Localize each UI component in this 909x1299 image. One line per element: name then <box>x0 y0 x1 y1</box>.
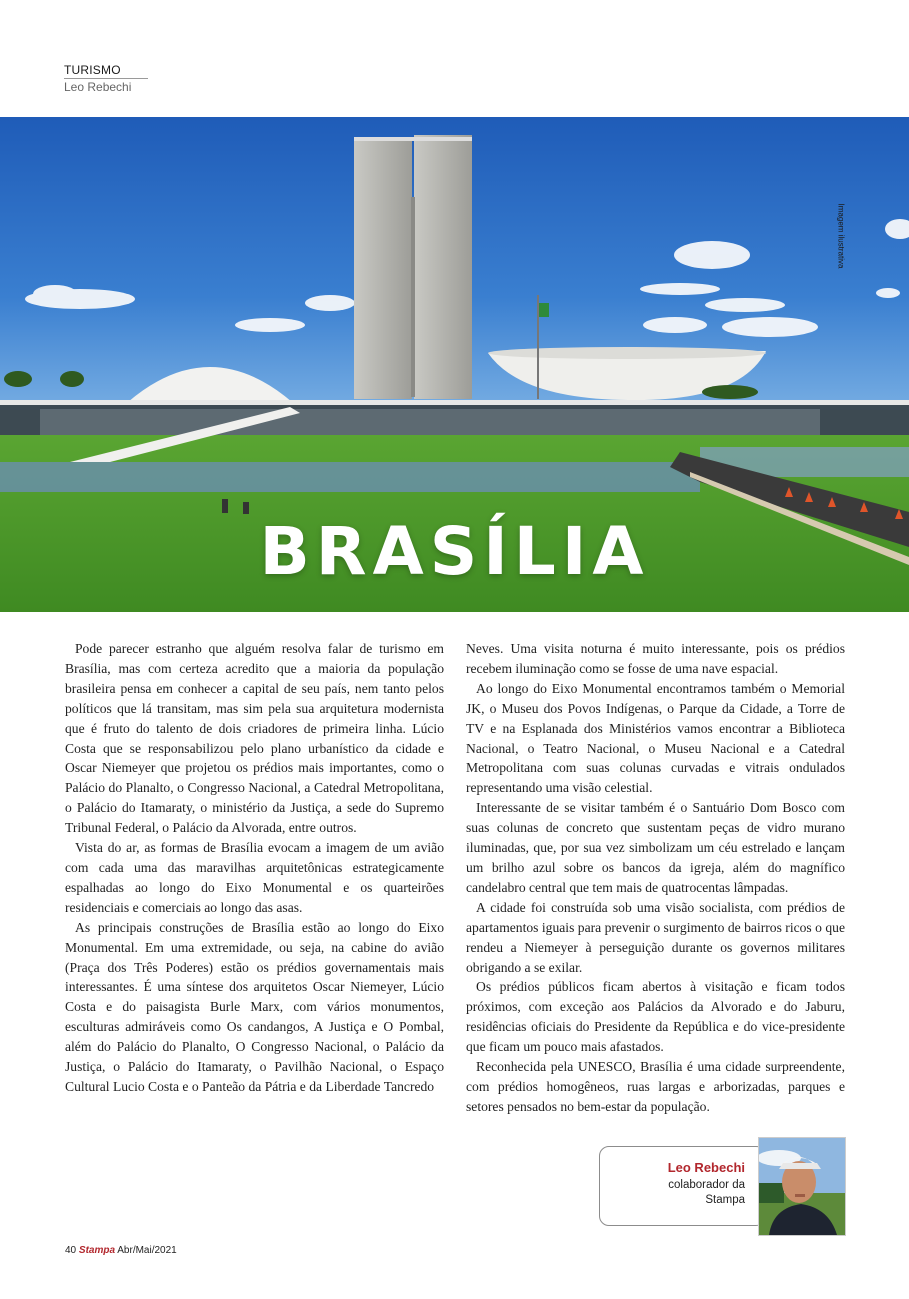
paragraph: As principais construções de Brasília estão ao longo do Eixo Monumental. Em uma extremidade, ou seja, na cabine do avião (Praça dos Três Poderes) estão os prédios governamentais mais interessantes. É uma síntese dos arquitetos Oscar Niemeyer, Lúcio Costa e do paisagista Burle Marx, com vários monumentos, esculturas admiráveis como Os candangos, A Justiça e O Pombal, além do Palácio do Planalto, O Congresso Nacional, o Palácio da Justiça, o Palácio do Itamaraty, o Pavilhão Nacional, o Espaço Cultural Lucio Costa e o Panteão da Pátria e da Liberdade Tancredo <box>65 919 444 1094</box>
author-portrait <box>759 1138 845 1235</box>
page-title: BRASÍLIA <box>259 513 650 590</box>
image-credit: Imagem ilustrativa <box>836 203 846 269</box>
section-label: TURISMO <box>64 63 148 79</box>
article-column-left <box>65 639 444 1097</box>
footer <box>65 1245 177 1256</box>
article-column-right <box>466 639 845 1117</box>
avatar <box>758 1137 846 1236</box>
author-role: colaborador da Stampa <box>668 1179 745 1206</box>
paragraph: Ao longo do Eixo Monumental encontramos também o Memorial JK, o Museu dos Povos Indígenas, o Parque da Cidade, a Torre de TV e na Esplanada dos Ministérios vamos encontrar a Biblioteca Nacional, o Teatro Nacional, o Museu Nacional e a Catedral Metropolitana com suas colunas curvadas e vitrais ondulados representando uma visão celestial. <box>466 680 845 796</box>
author-box <box>599 1146 766 1226</box>
paragraph: A cidade foi construída sob uma visão socialista, com prédios de apartamentos iguais para prevenir o surgimento de bairros ricos o que rendeu a Niemeyer à perseguição durante os governos militares obrigando a se exilar. <box>466 899 845 975</box>
paragraph-continuation: Neves. Uma visita noturna é muito interessante, pois os prédios recebem iluminação como se fosse de uma nave espacial. <box>466 641 845 676</box>
page-number: 40 <box>65 1245 77 1256</box>
hero-image <box>0 117 909 612</box>
paragraph: Pode parecer estranho que alguém resolva falar de turismo em Brasília, mas com certeza acredito que a maioria da população brasileira pensa em conhecer a capital de seu país, nem tanto pelos políticos que lá transitam, mas sim pela sua arquitetura modernista que é fruto do talento de dois criadores de primeira linha. Lúcio Costa que se responsabilizou pelo plano urbanístico da cidade e Oscar Niemeyer que projetou os prédios mais importantes, como o Palácio do Planalto, o Congresso Nacional, a Catedral Metropolitana, o Palácio do Itamaraty, o ministério da Justiça, a sede do Supremo Tribunal Federal, o Palácio da Alvorada, entre outros. <box>65 641 444 836</box>
paragraph: Os prédios públicos ficam abertos à visitação e ficam todos próximos, com exceção aos Palácios da Alvorado e do Jaburu, residências oficiais do Presidente da República e do vice-presidente que ficam um pouco mais afastados. <box>466 979 845 1055</box>
header <box>64 63 148 94</box>
magazine-name: Stampa <box>78 1245 116 1256</box>
paragraph: Reconhecida pela UNESCO, Brasília é uma cidade surpreendente, com prédios homogêneos, ruas largas e arborizadas, parques e setores pensados no bem-estar da população. <box>466 1059 845 1114</box>
author-name: Leo Rebechi <box>667 1160 745 1175</box>
paragraph: Interessante de se visitar também é o Santuário Dom Bosco com suas colunas de concreto que sustentam peças de vidro murano iluminadas, que, por sua vez simbolizam um céu estrelado e lançam um brilho azul sobre os bancos da igreja, além do magnífico candelabro central que tem mais de quatrocentas lâmpadas. <box>466 800 845 895</box>
paragraph: Vista do ar, as formas de Brasília evocam a imagem de um avião com cada uma das maravilhas arquitetônicas estrategicamente espalhadas ao longo do Eixo Monumental e os quarteirões residenciais e comerciais ao longo das asas. <box>65 840 444 915</box>
issue-date: Abr/Mai/2021 <box>117 1245 177 1256</box>
header-author: Leo Rebechi <box>64 80 132 94</box>
